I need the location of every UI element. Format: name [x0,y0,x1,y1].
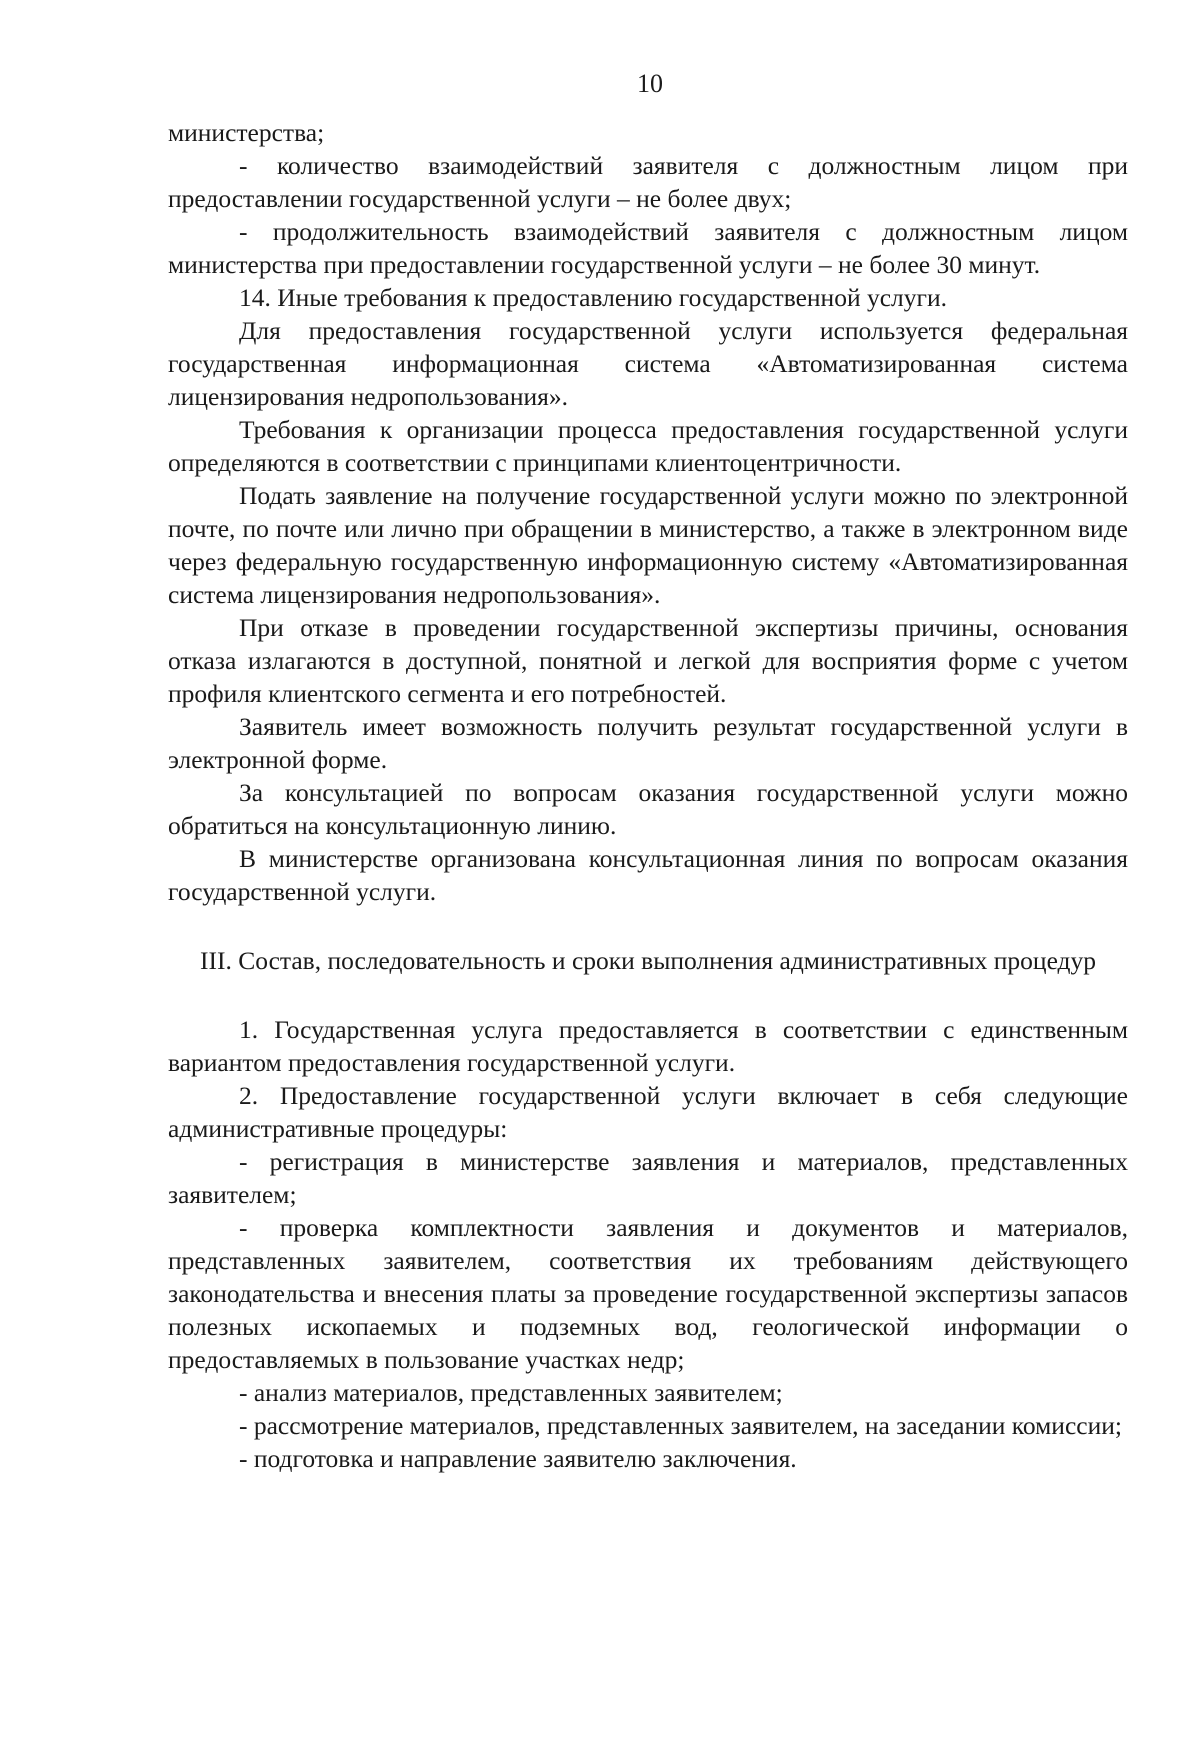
paragraph: За консультацией по вопросам оказания государственной услуги можно обратиться на консультационную линию. [168,778,1128,840]
paragraph: министерства; [168,118,325,147]
paragraph: 14. Иные требования к предоставлению государственной услуги. [239,283,947,312]
paragraph: - анализ материалов, представленных заявителем; [239,1378,783,1407]
paragraphs-before-heading [168,116,1128,908]
paragraph: При отказе в проведении государственной экспертизы причины, основания отказа излагаются в доступной, понятной и легкой для восприятия форме с учетом профиля клиентского сегмента и его потребностей. [168,613,1128,708]
document-body [168,116,1128,1475]
paragraphs-after-heading [168,1013,1128,1475]
paragraph: Подать заявление на получение государственной услуги можно по электронной почте, по почте или лично при обращении в министерство, а также в электронном виде через федеральную государственную информационную систему «Автоматизированная система лицензирования недропользования». [168,481,1128,609]
paragraph: В министерстве организована консультационная линия по вопросам оказания государственной услуги. [168,844,1128,906]
paragraph: - подготовка и направление заявителю заключения. [239,1444,797,1473]
paragraph: 2. Предоставление государственной услуги включает в себя следующие административные процедуры: [168,1081,1128,1143]
section-heading: III. Состав, последовательность и сроки выполнения административных процедур [199,946,1097,975]
paragraph: - продолжительность взаимодействий заявителя с должностным лицом министерства при предоставлении государственной услуги – не более 30 минут. [168,217,1128,279]
paragraph: - регистрация в министерстве заявления и материалов, представленных заявителем; [168,1147,1128,1209]
paragraph: - количество взаимодействий заявителя с должностным лицом при предоставлении государственной услуги – не более двух; [168,151,1128,213]
paragraph: - рассмотрение материалов, представленных заявителем, на заседании комиссии; [239,1411,1122,1440]
paragraph: Требования к организации процесса предоставления государственной услуги определяются в соответствии с принципами клиентоцентричности. [168,415,1128,477]
paragraph: 1. Государственная услуга предоставляется в соответствии с единственным вариантом предоставления государственной услуги. [168,1015,1128,1077]
paragraph: Для предоставления государственной услуги используется федеральная государственная информационная система «Автоматизированная система лицензирования недропользования». [168,316,1128,411]
page-number: 10 [637,69,663,98]
paragraph: - проверка комплектности заявления и документов и материалов, представленных заявителем, соответствия их требованиям действующего законодательства и внесения платы за проведение государственной экспертизы запасов полезных ископаемых и подземных вод, геологической информации о предоставляемых в пользование участках недр; [168,1213,1128,1374]
paragraph: Заявитель имеет возможность получить результат государственной услуги в электронной форме. [168,712,1128,774]
